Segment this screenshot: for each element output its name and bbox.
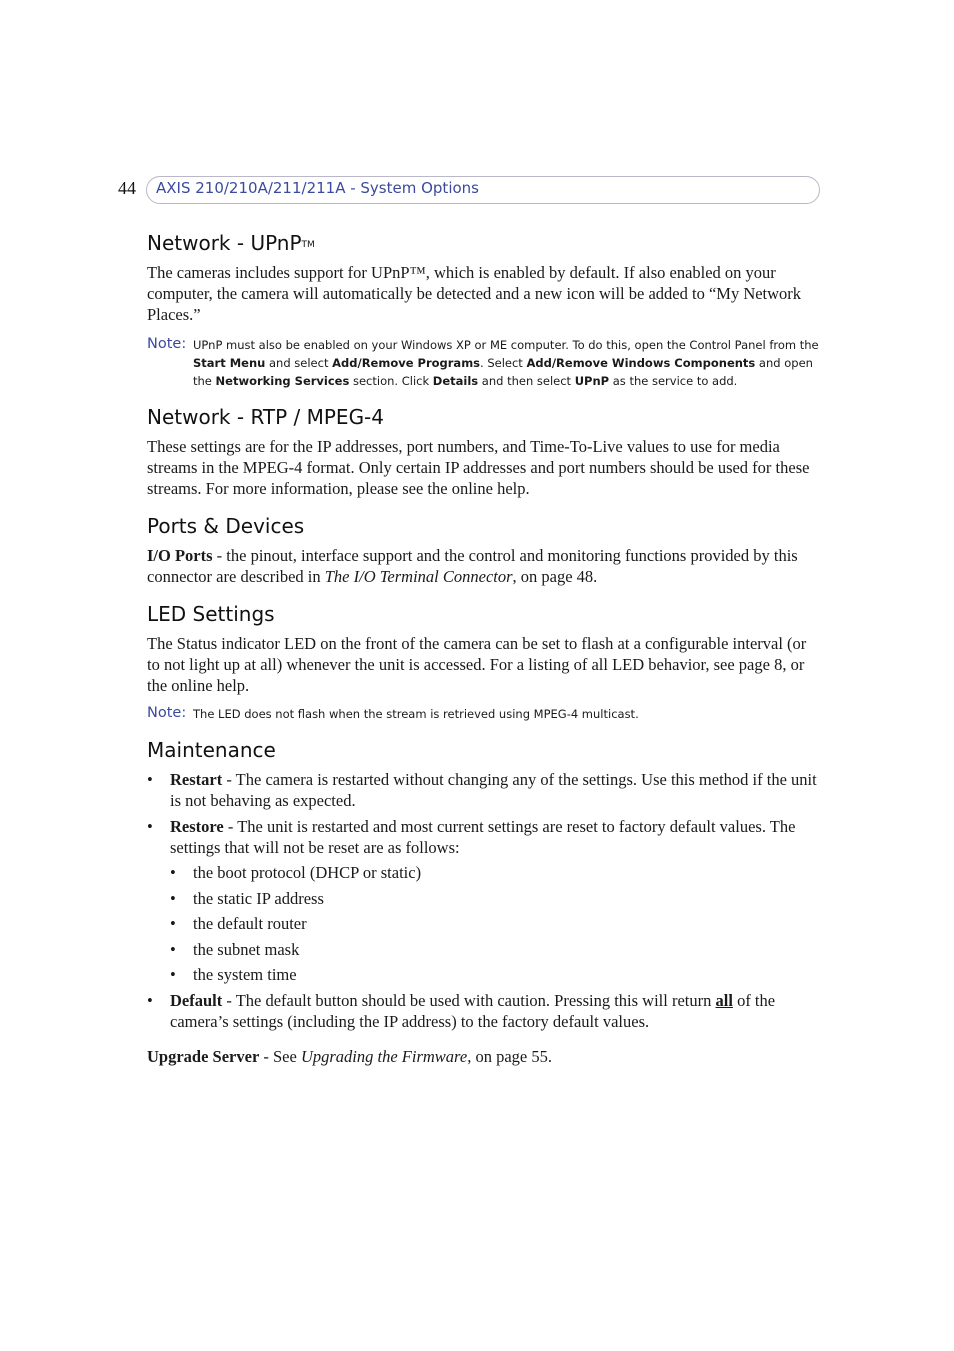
note-text [193, 335, 819, 390]
led-note [147, 704, 819, 723]
section-upnp [147, 230, 819, 390]
heading-upnp [147, 230, 819, 256]
section-maintenance [147, 737, 819, 1067]
upnp-note [147, 335, 819, 390]
ports-text: , on page 48. [512, 567, 598, 586]
upgrading-firmware-reference: Upgrading the Firmware [300, 1047, 468, 1067]
section-led [147, 601, 819, 723]
heading-led: LED Settings [147, 602, 275, 626]
maintenance-list [147, 769, 819, 1032]
restore-text: - The unit is restarted and most current settings are reset to factory default values. The settings that will not be reset are as follows: [170, 817, 796, 857]
list-item: • the subnet mask [170, 939, 819, 960]
note-label: Note: [147, 336, 187, 352]
restore-sublist [170, 862, 819, 985]
default-text: - The default button should be used with caution. Pressing this will return [222, 991, 716, 1011]
upgrade-text: , on page 55. [467, 1047, 552, 1067]
heading-ports: Ports & Devices [147, 514, 305, 538]
running-header-title: AXIS 210/210A/211/211A - System Options [156, 179, 479, 197]
led-body: The Status indicator LED on the front of the camera can be set to flash at a configurable interval (or to not light up at all) whenever the unit is accessed. For a listing of all LED behavior, see page 8, or the online help. [147, 634, 807, 695]
default-label: Default [170, 991, 223, 1011]
list-item: • the system time [170, 964, 819, 985]
heading-rtp: Network - RTP / MPEG-4 [147, 405, 385, 429]
ports-text: - the pinout, interface support and the control and monitoring functions provided by this connector are described in [147, 546, 798, 586]
note-fragment: section. Click [349, 374, 433, 388]
default-all-emphasis: all [715, 991, 733, 1011]
note-label: Note: [147, 705, 187, 721]
restart-text: - The camera is restarted without changing any of the settings. Use this method if the unit is not behaving as expected. [170, 770, 817, 810]
page-number: 44 [118, 178, 136, 198]
note-emphasis: Add/Remove Windows Components [526, 356, 756, 370]
note-emphasis: UPnP [574, 374, 610, 388]
upgrade-server-label: Upgrade Server [147, 1047, 260, 1067]
upgrade-server-line [147, 1046, 819, 1067]
note-fragment: UPnP must also be enabled on your Windows XP or ME computer. To do this, open the Control Panel from the [193, 338, 819, 352]
note-fragment: . Select [480, 356, 527, 370]
list-item: • the static IP address [170, 888, 819, 909]
default-text: of the camera’s settings (including the IP address) to the factory default values. [170, 991, 776, 1032]
rtp-body: These settings are for the IP addresses, port numbers, and Time-To-Live values to use for media streams in the MPEG-4 format. Only certain IP addresses and port numbers should be used for these streams. For more information, please see the online help. [147, 437, 810, 498]
restore-label: Restore [170, 817, 224, 836]
upgrade-text: - See [259, 1047, 301, 1067]
list-item-default [147, 990, 819, 1032]
note-fragment: and select [265, 356, 333, 370]
list-item: • the boot protocol (DHCP or static) [170, 862, 819, 883]
page-content [147, 230, 819, 1081]
note-fragment: and then select [478, 374, 575, 388]
section-ports [147, 513, 819, 587]
trademark-mark: TM [301, 240, 315, 250]
note-emphasis: Add/Remove Programs [332, 356, 481, 370]
list-item-restore [147, 816, 819, 985]
note-text: The LED does not flash when the stream is retrieved using MPEG-4 multicast. [193, 707, 639, 721]
io-ports-label: I/O Ports [147, 546, 213, 565]
note-emphasis: Networking Services [215, 374, 350, 388]
io-terminal-reference: The I/O Terminal Connector [324, 567, 513, 586]
section-rtp [147, 404, 819, 499]
upnp-body: The cameras includes support for UPnP™, which is enabled by default. If also enabled on your computer, the camera will automatically be detected and a new icon will be added to “My Network Places.” [147, 263, 802, 324]
heading-upnp-text: Network - UPnP [147, 231, 302, 255]
ports-body [147, 545, 819, 587]
note-fragment: and open the [193, 356, 813, 388]
restart-label: Restart [170, 770, 223, 789]
heading-maintenance: Maintenance [147, 738, 276, 762]
list-item-restart [147, 769, 819, 811]
note-emphasis: Start Menu [193, 356, 266, 370]
note-emphasis: Details [432, 374, 479, 388]
note-fragment: as the service to add. [609, 374, 738, 388]
list-item: • the default router [170, 913, 819, 934]
